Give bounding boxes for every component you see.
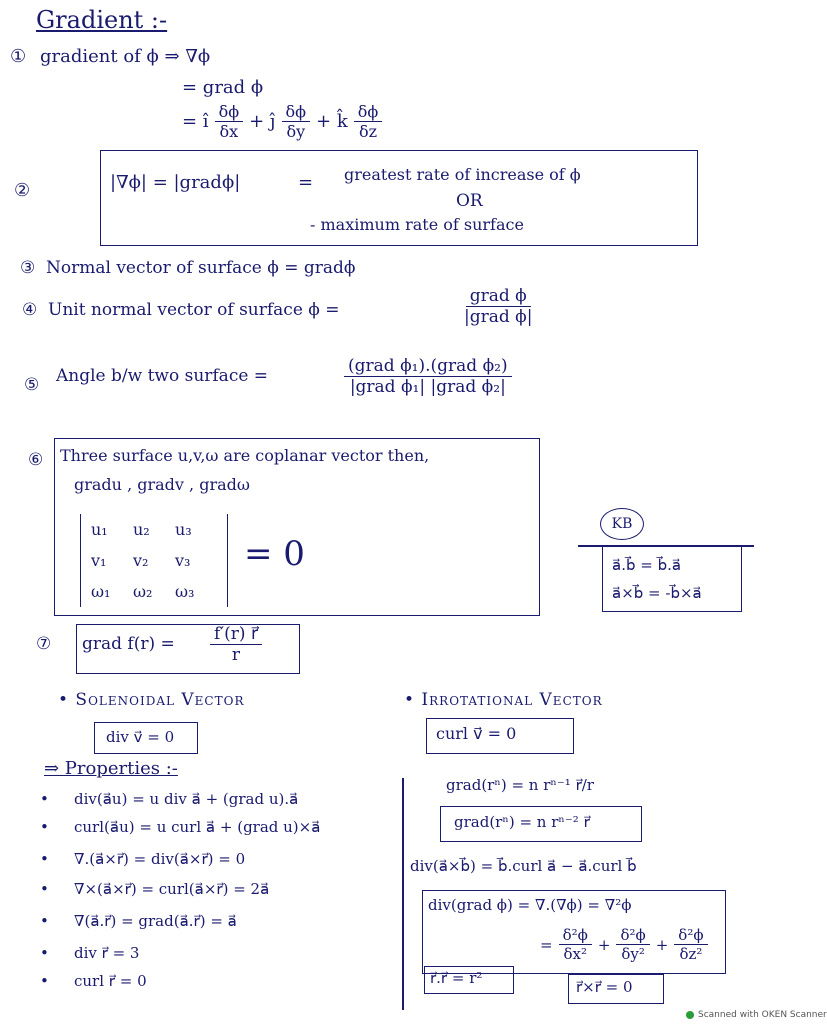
scanner-logo-icon xyxy=(686,1011,694,1019)
section-1-line3 xyxy=(182,102,382,141)
s1-frac-y xyxy=(282,102,311,141)
kb-line2: a⃗×b⃗ = -b⃗×a⃗ xyxy=(612,584,702,602)
s1-frac-y-den: δy xyxy=(286,122,306,141)
p4-prefix: = xyxy=(540,935,553,954)
determinant-grid xyxy=(81,514,227,607)
determinant-cell: v₁ xyxy=(91,551,107,570)
s7-frac-den: r xyxy=(231,645,241,665)
scanner-footer xyxy=(686,1010,827,1020)
solenoidal-formula: div v⃗ = 0 xyxy=(106,728,175,746)
determinant-cell: ω₃ xyxy=(175,582,195,601)
p4-plus2: + xyxy=(655,935,669,954)
s1-prefix: = î xyxy=(182,111,209,132)
s1-frac-x-den: δx xyxy=(219,122,239,141)
right-prop-2: grad(rⁿ) = n rⁿ⁻² r⃗ xyxy=(454,813,590,831)
determinant-cell: u₃ xyxy=(175,520,192,539)
solenoidal-title: • Solenoidal Vector xyxy=(58,690,245,710)
section-1-number: ① xyxy=(10,46,27,67)
properties-title: ⇒ Properties :- xyxy=(44,758,178,779)
p4-frac-y xyxy=(616,926,649,963)
determinant-equals-zero: = 0 xyxy=(244,534,305,574)
section-5-number: ⑤ xyxy=(24,375,40,395)
properties-divider xyxy=(402,778,404,1010)
right-prop-3: div(a⃗×b⃗) = b⃗.curl a⃗ − a⃗.curl b⃗ xyxy=(410,857,637,875)
right-prop-6: r⃗×r⃗ = 0 xyxy=(576,978,633,996)
s5-frac-num: (grad ϕ₁).(grad ϕ₂) xyxy=(344,356,512,377)
p4-frac-y-den: δy² xyxy=(621,945,645,963)
p4-plus1: + xyxy=(597,935,611,954)
s1-frac-z-num: δϕ xyxy=(354,102,383,122)
s5-frac-den: |grad ϕ₁| |grad ϕ₂| xyxy=(349,377,506,397)
determinant-cell: v₃ xyxy=(175,551,191,570)
determinant-cell: ω₂ xyxy=(133,582,153,601)
section-5-text: Angle b/w two surface = xyxy=(56,366,269,386)
s4-frac-den: |grad ϕ| xyxy=(464,307,533,327)
section-2-rhs2: - maximum rate of surface xyxy=(310,215,524,234)
determinant-cell: u₂ xyxy=(133,520,150,539)
right-prop-4a: div(grad ϕ) = ∇.(∇ϕ) = ∇²ϕ xyxy=(428,896,632,914)
section-4-text: Unit normal vector of surface ϕ = xyxy=(48,300,340,320)
left-property-item: • ∇(a⃗.r⃗) = grad(a⃗.r⃗) = a⃗ xyxy=(74,912,237,930)
s1-plus2: + k̂ xyxy=(316,111,348,132)
right-prop-4b xyxy=(540,926,708,963)
section-7-rhs xyxy=(210,624,262,665)
left-property-item: • div r⃗ = 3 xyxy=(74,944,139,962)
p4-frac-z-num: δ²ϕ xyxy=(674,926,707,945)
p4-frac-y-num: δ²ϕ xyxy=(616,926,649,945)
section-7-number: ⑦ xyxy=(36,634,52,654)
p4-frac-z-den: δz² xyxy=(679,945,703,963)
left-property-item: • curl(a⃗u) = u curl a⃗ + (grad u)×a⃗ xyxy=(74,818,320,836)
coplanar-determinant xyxy=(80,514,228,607)
section-4-number: ④ xyxy=(22,300,38,320)
s1-frac-x-num: δϕ xyxy=(215,102,244,122)
s1-frac-z xyxy=(354,102,383,141)
s1-plus1: + ĵ xyxy=(249,111,276,132)
p4-frac-x-den: δx² xyxy=(563,945,587,963)
s7-frac-num: f′(r) r⃗ xyxy=(210,624,262,645)
s1-frac-y-num: δϕ xyxy=(282,102,311,122)
irrotational-formula: curl v⃗ = 0 xyxy=(436,724,517,743)
s4-frac xyxy=(460,286,536,327)
right-prop-5: r⃗.r⃗ = r² xyxy=(430,969,483,987)
p4-frac-z xyxy=(674,926,707,963)
kb-line1: a⃗.b⃗ = b⃗.a⃗ xyxy=(612,556,682,574)
section-3-text: Normal vector of surface ϕ = gradϕ xyxy=(46,258,356,278)
section-7-lhs: grad f(r) = xyxy=(82,634,175,654)
section-6-line2: gradu , gradv , gradω xyxy=(74,475,250,494)
section-4-fraction xyxy=(460,286,536,327)
section-2-or: OR xyxy=(456,191,483,211)
section-3-number: ③ xyxy=(20,258,36,278)
s4-frac-num: grad ϕ xyxy=(466,286,531,307)
determinant-cell: u₁ xyxy=(91,520,108,539)
left-property-item: • ∇.(a⃗×r⃗) = div(a⃗×r⃗) = 0 xyxy=(74,850,245,868)
section-1-line2: = grad ϕ xyxy=(182,77,264,98)
s1-frac-z-den: δz xyxy=(359,122,378,141)
kb-label: KB xyxy=(611,516,633,532)
right-prop-1: grad(rⁿ) = n rⁿ⁻¹ r⃗/r xyxy=(446,776,594,794)
s7-frac xyxy=(210,624,262,665)
page-title: Gradient :- xyxy=(36,6,168,34)
section-2-lhs: |∇ϕ| = |gradϕ| xyxy=(110,172,241,193)
left-property-item: • curl r⃗ = 0 xyxy=(74,972,147,990)
section-6-number: ⑥ xyxy=(28,450,44,470)
section-2-number: ② xyxy=(14,180,31,201)
determinant-cell: v₂ xyxy=(133,551,149,570)
left-property-item: • div(a⃗u) = u div a⃗ + (grad u).a⃗ xyxy=(74,790,298,808)
kb-circle xyxy=(600,508,644,540)
section-2-eq: = xyxy=(298,172,314,193)
s5-frac xyxy=(344,356,512,397)
p4-frac-x-num: δ²ϕ xyxy=(559,926,592,945)
s1-frac-x xyxy=(215,102,244,141)
section-6-line1: Three surface u,v,ω are coplanar vector then, xyxy=(60,446,430,465)
section-1-line1: gradient of ϕ ⇒ ∇ϕ xyxy=(40,46,211,67)
determinant-cell: ω₁ xyxy=(91,582,111,601)
p4-frac-x xyxy=(559,926,592,963)
section-5-fraction xyxy=(344,356,512,397)
scanner-footer-text: Scanned with OKEN Scanner xyxy=(698,1010,827,1020)
left-property-item: • ∇×(a⃗×r⃗) = curl(a⃗×r⃗) = 2a⃗ xyxy=(74,880,269,898)
irrotational-title: • Irrotational Vector xyxy=(404,690,603,710)
section-2-rhs1: greatest rate of increase of ϕ xyxy=(344,165,581,184)
